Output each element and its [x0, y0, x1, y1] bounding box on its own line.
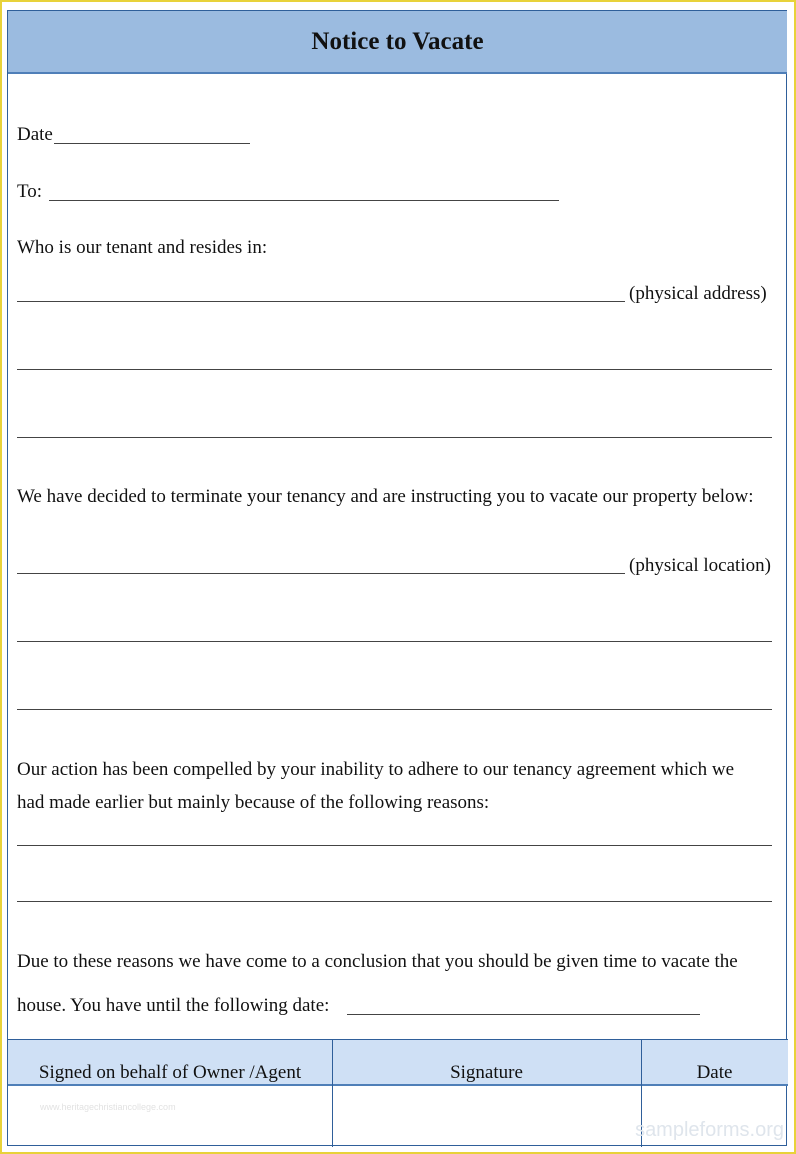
vacate-date-line[interactable] — [347, 1014, 700, 1015]
location-line-2[interactable] — [17, 641, 772, 642]
tenant-text: Who is our tenant and resides in: — [17, 237, 268, 258]
header-signed-on-behalf: Signed on behalf of Owner /Agent — [38, 1062, 302, 1083]
header-date: Date — [696, 1062, 733, 1083]
watermark-logo: sampleforms.org — [635, 1119, 784, 1141]
watermark-small: www.heritagechristiancollege.com — [40, 1102, 176, 1112]
to-field-line[interactable] — [49, 200, 559, 201]
signature-cell[interactable] — [333, 1086, 641, 1147]
reasons-line-1[interactable] — [17, 845, 772, 846]
reasons-line-2[interactable] — [17, 901, 772, 902]
date-label: Date — [17, 124, 53, 145]
physical-location-label: (physical location) — [629, 555, 771, 576]
location-line-1[interactable] — [17, 573, 625, 574]
conclusion-text-1: Due to these reasons we have come to a conclusion that you should be given time to vacate the — [17, 951, 738, 972]
to-label: To: — [17, 181, 43, 202]
form-title-bar — [8, 11, 787, 74]
terminate-text: We have decided to terminate your tenancy and are instructing you to vacate our property below: — [17, 486, 754, 507]
date-field-line[interactable] — [54, 143, 250, 144]
address-line-2[interactable] — [17, 369, 772, 370]
action-text-2: had made earlier but mainly because of the following reasons: — [17, 792, 490, 813]
address-line-1[interactable] — [17, 301, 625, 302]
conclusion-text-2: house. You have until the following date: — [17, 995, 330, 1016]
address-line-3[interactable] — [17, 437, 772, 438]
action-text-1: Our action has been compelled by your inability to adhere to our tenancy agreement which we — [17, 759, 734, 780]
signed-on-behalf-cell[interactable] — [8, 1086, 332, 1147]
location-line-3[interactable] — [17, 709, 772, 710]
form-border — [7, 10, 787, 1146]
header-signature: Signature — [450, 1062, 523, 1083]
physical-address-label: (physical address) — [629, 283, 767, 304]
form-title: Notice to Vacate — [311, 27, 484, 55]
